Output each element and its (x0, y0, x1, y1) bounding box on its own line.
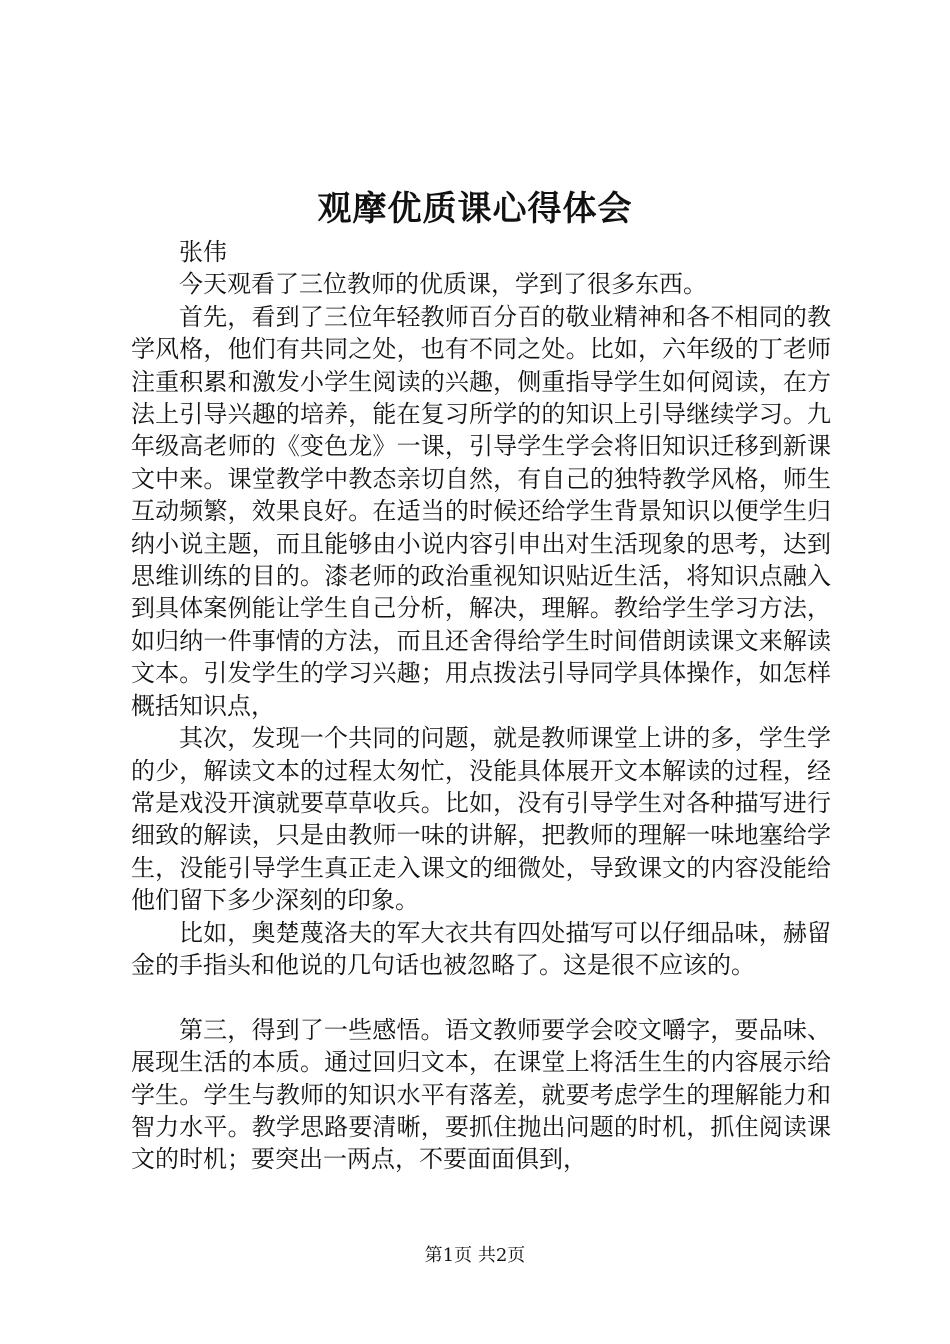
page-footer: 第1页 共2页 (424, 1245, 526, 1266)
paragraph-example: 比如，奥楚蔑洛夫的军大衣共有四处描写可以仔细品味，赫留金的手指头和他说的几句话也被忽略了。这是很不应该的。 (131, 918, 831, 979)
paragraph-third-point: 第三，得到了一些感悟。语文教师要学会咬文嚼字，要品味、展现生活的本质。通过回归文本，在课堂上将活生生的内容展示给学生。学生与教师的知识水平有落差，就要考虑学生的理解能力和智力水平。教学思路要清晰，要抓住抛出问题的时机，抓住阅读课文的时机；要突出一两点，不要面面俱到， (131, 1015, 831, 1174)
author-line: 张伟 (179, 238, 227, 266)
document-body (131, 236, 831, 1176)
paragraph-intro: 今天观看了三位教师的优质课，学到了很多东西。 (179, 270, 707, 299)
document-title: 观摩优质课心得体会 (317, 189, 633, 229)
paragraph-first-point: 首先，看到了三位年轻教师百分百的敬业精神和各不相同的教学风格，他们有共同之处，也有不同之处。比如，六年级的丁老师注重积累和激发小学生阅读的兴趣，侧重指导学生如何阅读，在方法上引导兴趣的培养，能在复习所学的的知识上引导继续学习。九年级高老师的《变色龙》一课，引导学生学会将旧知识迁移到新课文中来。课堂教学中教态亲切自然，有自己的独特教学风格，师生互动频繁，效果良好。在适当的时候还给学生背景知识以便学生归纳小说主题，而且能够由小说内容引申出对生活现象的思考，达到思维训练的目的。漆老师的政治重视知识贴近生活，将知识点融入到具体案例能让学生自己分析，解决，理解。教给学生学习方法，如归纳一件事情的方法，而且还舍得给学生时间借朗读课文来解读文本。引发学生的学习兴趣；用点拨法引导同学具体操作，如怎样概括知识点， (131, 302, 831, 720)
paragraph-second-point: 其次，发现一个共同的问题，就是教师课堂上讲的多，学生学的少，解读文本的过程太匆忙，没能具体展开文本解读的过程，经常是戏没开演就要草草收兵。比如，没有引导学生对各种描写进行细致的解读，只是由教师一味的讲解，把教师的理解一味地塞给学生，没能引导学生真正走入课文的细微处，导致课文的内容没能给他们留下多少深刻的印象。 (131, 724, 831, 915)
